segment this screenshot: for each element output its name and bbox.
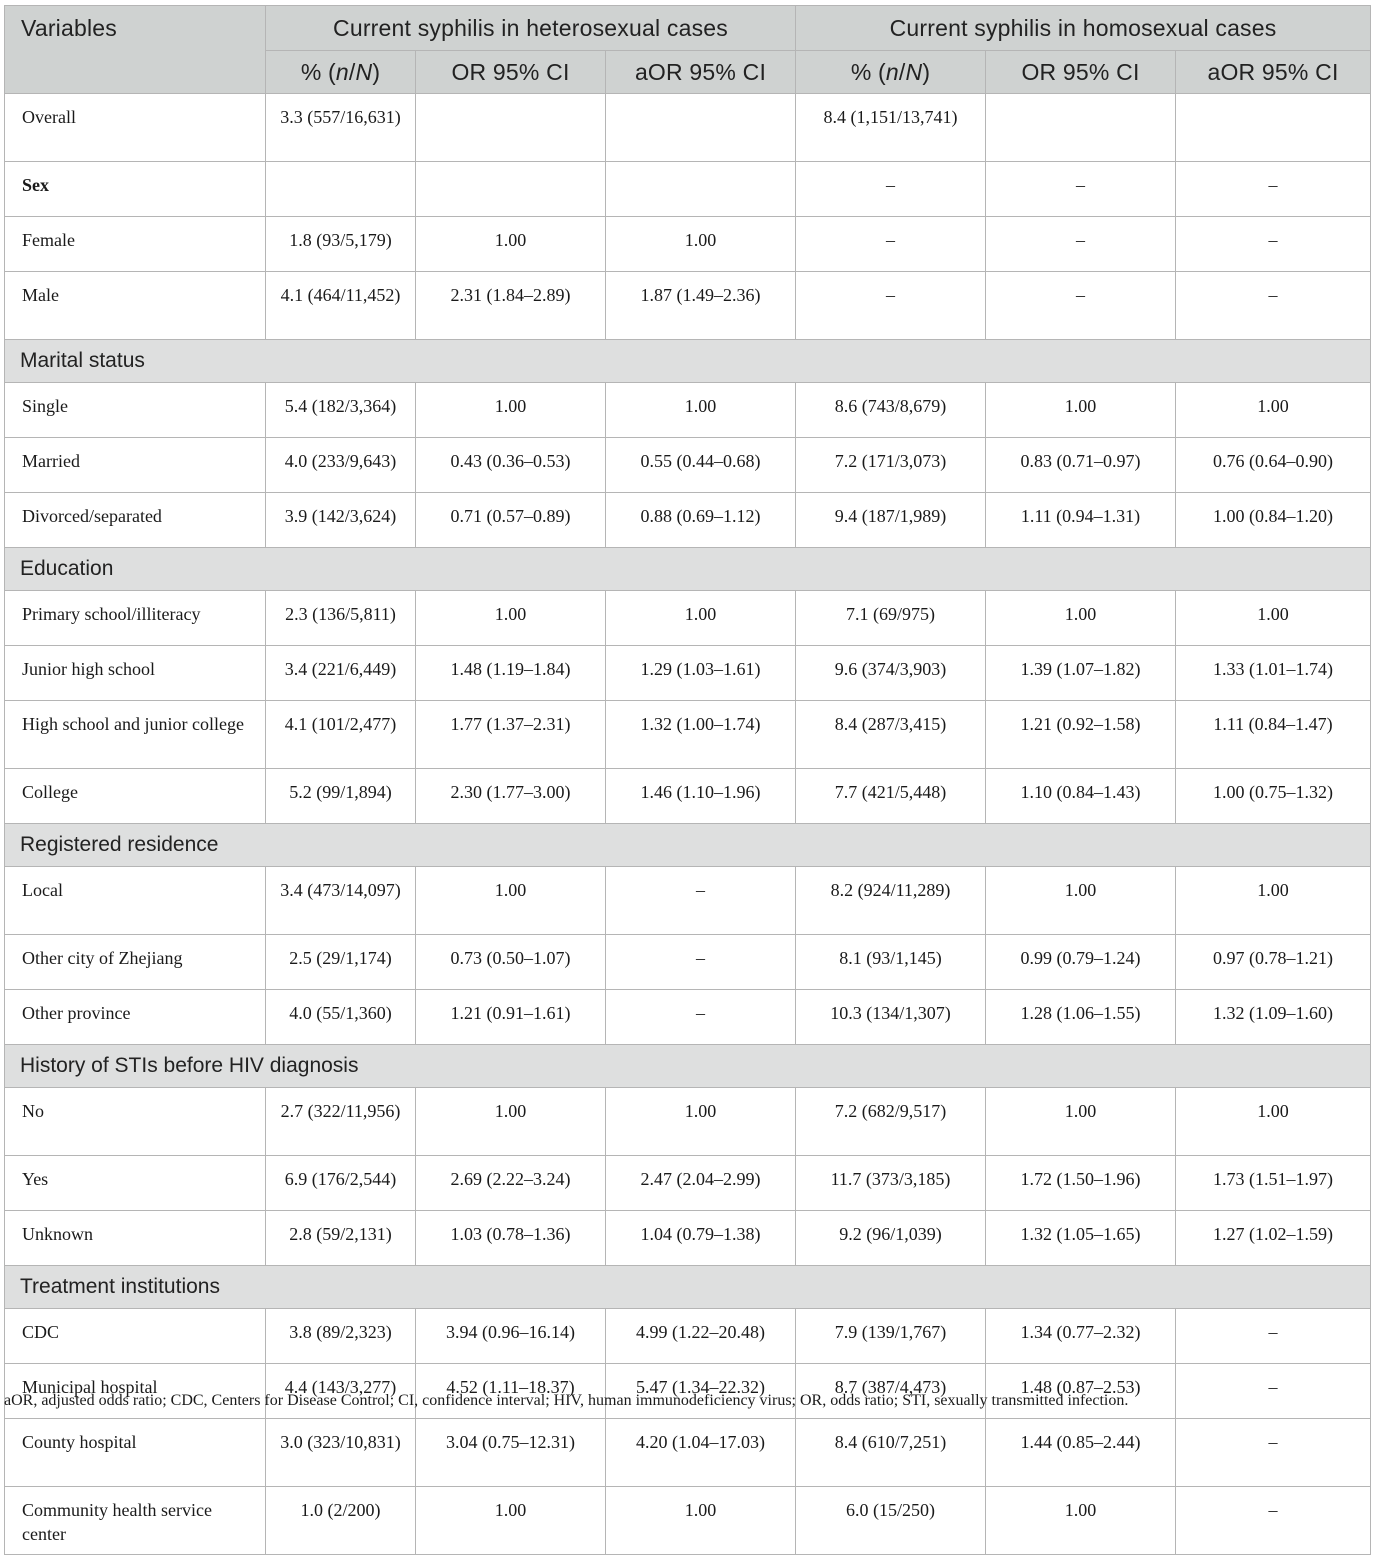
row-label: Single — [5, 383, 266, 438]
table-cell: 1.00 — [986, 1487, 1176, 1555]
header-or-hetero: OR 95% CI — [416, 51, 606, 94]
header-pct-homo: % (n/N) — [796, 51, 986, 94]
table-cell: 1.32 (1.09–1.60) — [1176, 990, 1371, 1045]
table-cell: 0.99 (0.79–1.24) — [986, 935, 1176, 990]
section-heading: Marital status — [5, 340, 1371, 383]
table-row — [5, 1309, 1371, 1364]
table-cell: – — [796, 272, 986, 340]
row-label: CDC — [5, 1309, 266, 1364]
section-heading: Education — [5, 548, 1371, 591]
table-cell: – — [1176, 272, 1371, 340]
table-row — [5, 646, 1371, 701]
section-row-sti — [5, 1045, 1371, 1088]
table-cell: 6.9 (176/2,544) — [266, 1156, 416, 1211]
table-cell: 1.00 — [1176, 591, 1371, 646]
table-cell: 0.55 (0.44–0.68) — [606, 438, 796, 493]
table-cell: 1.48 (1.19–1.84) — [416, 646, 606, 701]
table-cell: 1.00 — [606, 591, 796, 646]
header-homosexual-group: Current syphilis in homosexual cases — [796, 6, 1371, 51]
table-cell: 5.2 (99/1,894) — [266, 769, 416, 824]
table-row — [5, 935, 1371, 990]
table-row — [5, 990, 1371, 1045]
table-cell — [986, 94, 1176, 162]
table-cell: – — [1176, 1487, 1371, 1555]
table-row — [5, 383, 1371, 438]
table-cell: 1.34 (0.77–2.32) — [986, 1309, 1176, 1364]
table-cell: – — [1176, 1309, 1371, 1364]
table-cell: 1.00 — [416, 1487, 606, 1555]
table-row — [5, 217, 1371, 272]
table-cell: 1.48 (0.87–2.53) — [986, 1364, 1176, 1419]
section-heading: History of STIs before HIV diagnosis — [5, 1045, 1371, 1088]
row-label: Yes — [5, 1156, 266, 1211]
table-cell: 4.0 (233/9,643) — [266, 438, 416, 493]
table-cell: 1.0 (2/200) — [266, 1487, 416, 1555]
row-label: Divorced/separated — [5, 493, 266, 548]
table-cell: – — [796, 162, 986, 217]
table-cell: 1.72 (1.50–1.96) — [986, 1156, 1176, 1211]
table-cell: 1.44 (0.85–2.44) — [986, 1419, 1176, 1487]
table-cell: 1.11 (0.94–1.31) — [986, 493, 1176, 548]
table-cell: 0.88 (0.69–1.12) — [606, 493, 796, 548]
table-cell: 4.99 (1.22–20.48) — [606, 1309, 796, 1364]
table-row — [5, 1364, 1371, 1419]
table-cell: 1.00 — [1176, 383, 1371, 438]
table-cell: – — [1176, 1419, 1371, 1487]
table-cell: 1.8 (93/5,179) — [266, 217, 416, 272]
row-label: Junior high school — [5, 646, 266, 701]
table-row — [5, 591, 1371, 646]
table-cell: 7.9 (139/1,767) — [796, 1309, 986, 1364]
header-aor-homo: aOR 95% CI — [1176, 51, 1371, 94]
table-cell: 2.31 (1.84–2.89) — [416, 272, 606, 340]
table-cell: 0.43 (0.36–0.53) — [416, 438, 606, 493]
table-cell: 5.47 (1.34–22.32) — [606, 1364, 796, 1419]
table-row — [5, 94, 1371, 162]
table-cell: 1.00 (0.84–1.20) — [1176, 493, 1371, 548]
table-cell: – — [796, 217, 986, 272]
table-cell: 11.7 (373/3,185) — [796, 1156, 986, 1211]
table-row — [5, 867, 1371, 935]
row-label: Local — [5, 867, 266, 935]
table-cell: 6.0 (15/250) — [796, 1487, 986, 1555]
table-cell: 3.94 (0.96–16.14) — [416, 1309, 606, 1364]
table-cell: 1.00 — [986, 383, 1176, 438]
section-row-education — [5, 548, 1371, 591]
table-cell: 1.00 — [416, 591, 606, 646]
row-label: No — [5, 1088, 266, 1156]
table-cell: 1.04 (0.79–1.38) — [606, 1211, 796, 1266]
table-row — [5, 1211, 1371, 1266]
table-cell: 10.3 (134/1,307) — [796, 990, 986, 1045]
table-cell: 1.00 — [1176, 1088, 1371, 1156]
header-heterosexual-group: Current syphilis in heterosexual cases — [266, 6, 796, 51]
table-cell: 2.3 (136/5,811) — [266, 591, 416, 646]
table-cell: 1.00 — [986, 1088, 1176, 1156]
table-row — [5, 1156, 1371, 1211]
table-cell: 8.2 (924/11,289) — [796, 867, 986, 935]
row-label: College — [5, 769, 266, 824]
table-cell: 4.20 (1.04–17.03) — [606, 1419, 796, 1487]
table-cell: 1.03 (0.78–1.36) — [416, 1211, 606, 1266]
table-cell: 2.30 (1.77–3.00) — [416, 769, 606, 824]
table-cell — [606, 162, 796, 217]
table-cell: 1.32 (1.05–1.65) — [986, 1211, 1176, 1266]
section-row-residence — [5, 824, 1371, 867]
table-cell: 9.4 (187/1,989) — [796, 493, 986, 548]
table-cell: 1.00 (0.75–1.32) — [1176, 769, 1371, 824]
row-label: Overall — [5, 94, 266, 162]
section-heading: Registered residence — [5, 824, 1371, 867]
table-cell: 0.76 (0.64–0.90) — [1176, 438, 1371, 493]
table-cell: – — [986, 162, 1176, 217]
table-cell: 8.4 (1,151/13,741) — [796, 94, 986, 162]
table-cell: 8.4 (610/7,251) — [796, 1419, 986, 1487]
syphilis-table — [4, 5, 1371, 1555]
table-cell: 7.7 (421/5,448) — [796, 769, 986, 824]
table-cell: 1.00 — [416, 1088, 606, 1156]
table-cell: 0.73 (0.50–1.07) — [416, 935, 606, 990]
table-cell: 1.00 — [606, 1088, 796, 1156]
row-label: Other province — [5, 990, 266, 1045]
table-cell: – — [1176, 1364, 1371, 1419]
table-footnote: aOR, adjusted odds ratio; CDC, Centers for Disease Control; CI, confidence interval; HIV, human immunodeficiency virus; OR, odds ratio; STI, sexually transmitted infection. — [4, 1392, 1129, 1409]
table-cell: 7.2 (171/3,073) — [796, 438, 986, 493]
table-cell: 3.4 (221/6,449) — [266, 646, 416, 701]
section-row-treatment — [5, 1266, 1371, 1309]
table-row — [5, 701, 1371, 769]
table-cell: 1.00 — [416, 383, 606, 438]
table-row — [5, 1487, 1371, 1555]
table-cell: 8.6 (743/8,679) — [796, 383, 986, 438]
table-cell: 3.4 (473/14,097) — [266, 867, 416, 935]
row-label: High school and junior college — [5, 701, 266, 769]
table-row — [5, 1419, 1371, 1487]
row-label: Primary school/illiteracy — [5, 591, 266, 646]
table-cell: 1.00 — [416, 217, 606, 272]
table-cell: 5.4 (182/3,364) — [266, 383, 416, 438]
table-cell: 3.04 (0.75–12.31) — [416, 1419, 606, 1487]
row-label: Other city of Zhejiang — [5, 935, 266, 990]
table-cell: – — [606, 935, 796, 990]
table-cell: 3.3 (557/16,631) — [266, 94, 416, 162]
table-cell: 1.39 (1.07–1.82) — [986, 646, 1176, 701]
table-cell: – — [986, 217, 1176, 272]
table-cell: 2.5 (29/1,174) — [266, 935, 416, 990]
table-cell: – — [1176, 162, 1371, 217]
table-cell: 1.00 — [986, 591, 1176, 646]
table-cell: 0.83 (0.71–0.97) — [986, 438, 1176, 493]
table-cell: 2.8 (59/2,131) — [266, 1211, 416, 1266]
row-label: Married — [5, 438, 266, 493]
table-cell: 3.8 (89/2,323) — [266, 1309, 416, 1364]
table-cell: – — [606, 867, 796, 935]
row-label: Male — [5, 272, 266, 340]
header-aor-hetero: aOR 95% CI — [606, 51, 796, 94]
table-cell: 1.33 (1.01–1.74) — [1176, 646, 1371, 701]
table-cell: 1.00 — [606, 383, 796, 438]
table-cell: 1.00 — [606, 217, 796, 272]
row-label: Sex — [5, 162, 266, 217]
table-cell: 7.2 (682/9,517) — [796, 1088, 986, 1156]
table-cell: 1.28 (1.06–1.55) — [986, 990, 1176, 1045]
row-label: Community health service center — [5, 1487, 266, 1555]
table-cell: – — [1176, 217, 1371, 272]
table-cell: – — [986, 272, 1176, 340]
table-row — [5, 272, 1371, 340]
header-variables: Variables — [5, 6, 266, 94]
table-cell: 1.29 (1.03–1.61) — [606, 646, 796, 701]
table-cell: 4.1 (464/11,452) — [266, 272, 416, 340]
table-row — [5, 1088, 1371, 1156]
table-cell: 1.87 (1.49–2.36) — [606, 272, 796, 340]
table-cell: 8.1 (93/1,145) — [796, 935, 986, 990]
table-cell — [606, 94, 796, 162]
table-cell: 1.73 (1.51–1.97) — [1176, 1156, 1371, 1211]
row-label: County hospital — [5, 1419, 266, 1487]
table-cell: 1.11 (0.84–1.47) — [1176, 701, 1371, 769]
table-cell: 2.7 (322/11,956) — [266, 1088, 416, 1156]
table-cell: 4.4 (143/3,277) — [266, 1364, 416, 1419]
table-cell: 8.7 (387/4,473) — [796, 1364, 986, 1419]
table-cell: 1.21 (0.92–1.58) — [986, 701, 1176, 769]
table-cell: 9.2 (96/1,039) — [796, 1211, 986, 1266]
table-cell — [266, 162, 416, 217]
table-cell: 4.1 (101/2,477) — [266, 701, 416, 769]
table-cell: 1.77 (1.37–2.31) — [416, 701, 606, 769]
row-label: Unknown — [5, 1211, 266, 1266]
table-cell: 1.32 (1.00–1.74) — [606, 701, 796, 769]
table-row — [5, 493, 1371, 548]
table-cell: 7.1 (69/975) — [796, 591, 986, 646]
table-cell: 1.00 — [1176, 867, 1371, 935]
table-cell: 2.47 (2.04–2.99) — [606, 1156, 796, 1211]
table-cell: 3.0 (323/10,831) — [266, 1419, 416, 1487]
table-cell — [1176, 94, 1371, 162]
table-cell: 1.21 (0.91–1.61) — [416, 990, 606, 1045]
table-cell: 1.00 — [416, 867, 606, 935]
table-cell: 2.69 (2.22–3.24) — [416, 1156, 606, 1211]
table-cell: – — [606, 990, 796, 1045]
row-label: Female — [5, 217, 266, 272]
table-cell: 1.46 (1.10–1.96) — [606, 769, 796, 824]
table-cell: 4.52 (1.11–18.37) — [416, 1364, 606, 1419]
table-row — [5, 438, 1371, 493]
table-cell: 0.71 (0.57–0.89) — [416, 493, 606, 548]
table-cell: 1.27 (1.02–1.59) — [1176, 1211, 1371, 1266]
table-row — [5, 162, 1371, 217]
header-pct-hetero: % (n/N) — [266, 51, 416, 94]
header-or-homo: OR 95% CI — [986, 51, 1176, 94]
section-heading: Treatment institutions — [5, 1266, 1371, 1309]
table-cell: 0.97 (0.78–1.21) — [1176, 935, 1371, 990]
table-cell: 3.9 (142/3,624) — [266, 493, 416, 548]
table-row — [5, 769, 1371, 824]
table-cell: 4.0 (55/1,360) — [266, 990, 416, 1045]
section-row-marital — [5, 340, 1371, 383]
table-cell — [416, 162, 606, 217]
table-cell: 1.00 — [606, 1487, 796, 1555]
table-cell: 1.10 (0.84–1.43) — [986, 769, 1176, 824]
table-cell — [416, 94, 606, 162]
table-cell: 1.00 — [986, 867, 1176, 935]
table-cell: 8.4 (287/3,415) — [796, 701, 986, 769]
row-label: Municipal hospital — [5, 1364, 266, 1419]
table-cell: 9.6 (374/3,903) — [796, 646, 986, 701]
